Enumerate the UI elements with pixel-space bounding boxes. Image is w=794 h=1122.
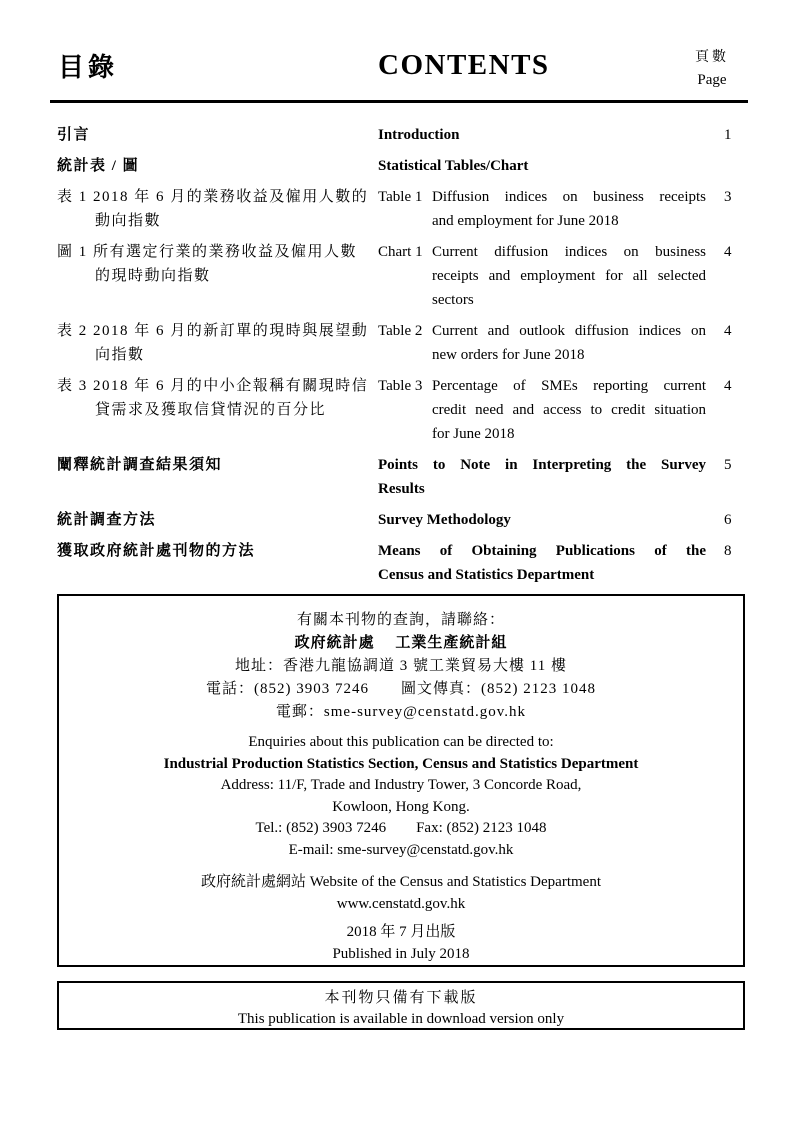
toc-entry-english — [378, 539, 706, 587]
publish-date-en: Published in July 2018 — [332, 946, 470, 962]
toc-entry-label: Table 3 — [378, 378, 423, 394]
toc-page-number: 5 — [724, 457, 732, 473]
contact-box — [57, 594, 745, 967]
toc-en-line: Results — [378, 481, 425, 497]
toc-entry-text — [432, 374, 706, 446]
toc-entry-chinese — [57, 240, 378, 312]
enquiry-note-en: Enquiries about this publication can be directed to: — [248, 734, 554, 750]
toc-row — [57, 154, 767, 178]
toc-row — [57, 374, 767, 446]
toc-en-line: for June 2018 — [432, 426, 515, 442]
toc-zh-line: 闡釋統計調查結果須知 — [57, 457, 223, 473]
toc-row — [57, 185, 767, 233]
toc-entry-label: Table 2 — [378, 323, 423, 339]
header-divider — [50, 100, 748, 103]
toc-zh-line: 表 3 2018 年 6 月的中小企報稱有關現時信 — [57, 378, 369, 394]
address-zh: 地址：香港九龍協調道 3 號工業貿易大樓 11 樓 — [235, 658, 567, 674]
toc-en-line: sectors — [432, 292, 474, 308]
toc-page-number — [706, 154, 767, 178]
toc-en-line: receipts and employment for all selected — [432, 268, 706, 284]
website-group — [59, 871, 743, 915]
toc-en-line: Current and outlook diffusion indices on — [432, 323, 706, 339]
toc-entry-text — [432, 319, 706, 367]
email-en: E-mail: sme-survey@censtatd.gov.hk — [288, 841, 514, 858]
toc-zh-line: 圖 1 所有選定行業的業務收益及僱用人數 — [57, 244, 358, 260]
toc-entry-chinese — [57, 453, 378, 501]
toc-en-line: Survey Methodology — [378, 512, 511, 528]
toc-en-line: Current diffusion indices on business — [432, 244, 706, 260]
toc-entry-chinese — [57, 154, 378, 178]
download-note-box — [57, 981, 745, 1030]
download-note-en: This publication is available in download version only — [237, 1011, 565, 1027]
toc-entry-chinese — [57, 508, 378, 532]
toc-page-number: 4 — [724, 323, 732, 339]
toc-page-number: 4 — [724, 378, 732, 394]
toc-entry-chinese — [57, 319, 378, 367]
toc-entry-english — [378, 154, 706, 178]
toc-zh-line: 引言 — [57, 127, 91, 143]
toc-en-line: Statistical Tables/Chart — [378, 158, 529, 174]
enquiry-note-zh: 有關本刊物的查詢，請聯絡： — [296, 612, 505, 628]
toc-zh-line: 貸需求及獲取信貸情況的百分比 — [95, 402, 327, 418]
address-en-line1: Address: 11/F, Trade and Industry Tower, 3 Concorde Road, — [220, 777, 582, 793]
toc-en-line: Percentage of SMEs reporting current — [432, 378, 706, 394]
toc-entry-chinese — [57, 539, 378, 587]
toc-page-number: 4 — [724, 244, 732, 260]
toc-entry-label: Chart 1 — [378, 244, 423, 260]
toc-entry-english — [378, 453, 706, 501]
toc-entry-english — [378, 123, 706, 147]
toc-en-line: Diffusion indices on business receipts — [432, 189, 706, 205]
toc-row — [57, 539, 767, 587]
toc-row — [57, 240, 767, 312]
toc-entry-text — [432, 240, 706, 312]
toc — [57, 123, 767, 594]
publish-group — [59, 921, 743, 965]
toc-zh-line: 表 2 2018 年 6 月的新訂單的現時與展望動 — [57, 323, 369, 339]
toc-entry-chinese — [57, 123, 378, 147]
toc-entry-english — [378, 319, 706, 367]
toc-entry-chinese — [57, 374, 378, 446]
toc-zh-line: 向指數 — [95, 347, 145, 363]
toc-row — [57, 508, 767, 532]
toc-en-line: Census and Statistics Department — [378, 567, 595, 583]
toc-row — [57, 319, 767, 367]
title-chinese: 目錄 — [58, 53, 119, 82]
toc-en-line: Means of Obtaining Publications of the — [378, 543, 706, 559]
toc-zh-line: 動向指數 — [95, 213, 162, 229]
toc-en-line: new orders for June 2018 — [432, 347, 585, 363]
page-label-chinese: 頁數 — [695, 50, 729, 65]
section-name-en: Industrial Production Statistics Section, Census and Statistics Department — [163, 755, 639, 772]
section-name-zh: 政府統計處 工業生產統計組 — [294, 635, 508, 651]
toc-row — [57, 453, 767, 501]
contact-chinese-group — [59, 609, 743, 724]
contact-english-group — [59, 732, 743, 861]
toc-page-number: 8 — [724, 543, 732, 559]
toc-zh-line: 統計調查方法 — [57, 512, 157, 528]
toc-row — [57, 123, 767, 147]
toc-entry-english — [378, 240, 706, 312]
download-note-zh: 本刊物只備有下載版 — [324, 990, 478, 1006]
toc-zh-line: 統計表 / 圖 — [57, 158, 140, 174]
toc-page-number: 3 — [724, 189, 732, 205]
toc-zh-line: 的現時動向指數 — [95, 268, 211, 284]
toc-zh-line: 獲取政府統計處刊物的方法 — [57, 543, 256, 559]
toc-entry-english — [378, 185, 706, 233]
page-title: CONTENTS — [378, 49, 550, 81]
toc-en-line: credit need and access to credit situation — [432, 402, 706, 418]
toc-entry-english — [378, 374, 706, 446]
toc-entry-text — [432, 185, 706, 233]
email-zh: 電郵：sme-survey@censtatd.gov.hk — [275, 704, 527, 720]
phone-fax-zh: 電話：(852) 3903 7246 圖文傳真：(852) 2123 1048 — [206, 681, 596, 697]
website-caption: 政府統計處網站 Website of the Census and Statistics Department — [201, 874, 601, 890]
toc-entry-label: Table 1 — [378, 189, 423, 205]
toc-entry-english — [378, 508, 706, 532]
toc-page-number: 1 — [724, 127, 732, 143]
toc-page-number: 6 — [724, 512, 732, 528]
page-label-english: Page — [697, 72, 727, 88]
phone-fax-en: Tel.: (852) 3903 7246 Fax: (852) 2123 1048 — [255, 820, 547, 836]
toc-zh-line: 表 1 2018 年 6 月的業務收益及僱用人數的 — [57, 189, 369, 205]
toc-entry-chinese — [57, 185, 378, 233]
toc-en-line: Introduction — [378, 127, 460, 143]
toc-en-line: Points to Note in Interpreting the Survey — [378, 457, 706, 473]
website-url: www.censtatd.gov.hk — [336, 896, 466, 912]
address-en-line2: Kowloon, Hong Kong. — [332, 798, 470, 815]
toc-en-line: and employment for June 2018 — [432, 213, 619, 229]
page-number-column-header — [680, 46, 744, 92]
publish-date-zh: 2018 年 7 月出版 — [346, 924, 456, 940]
